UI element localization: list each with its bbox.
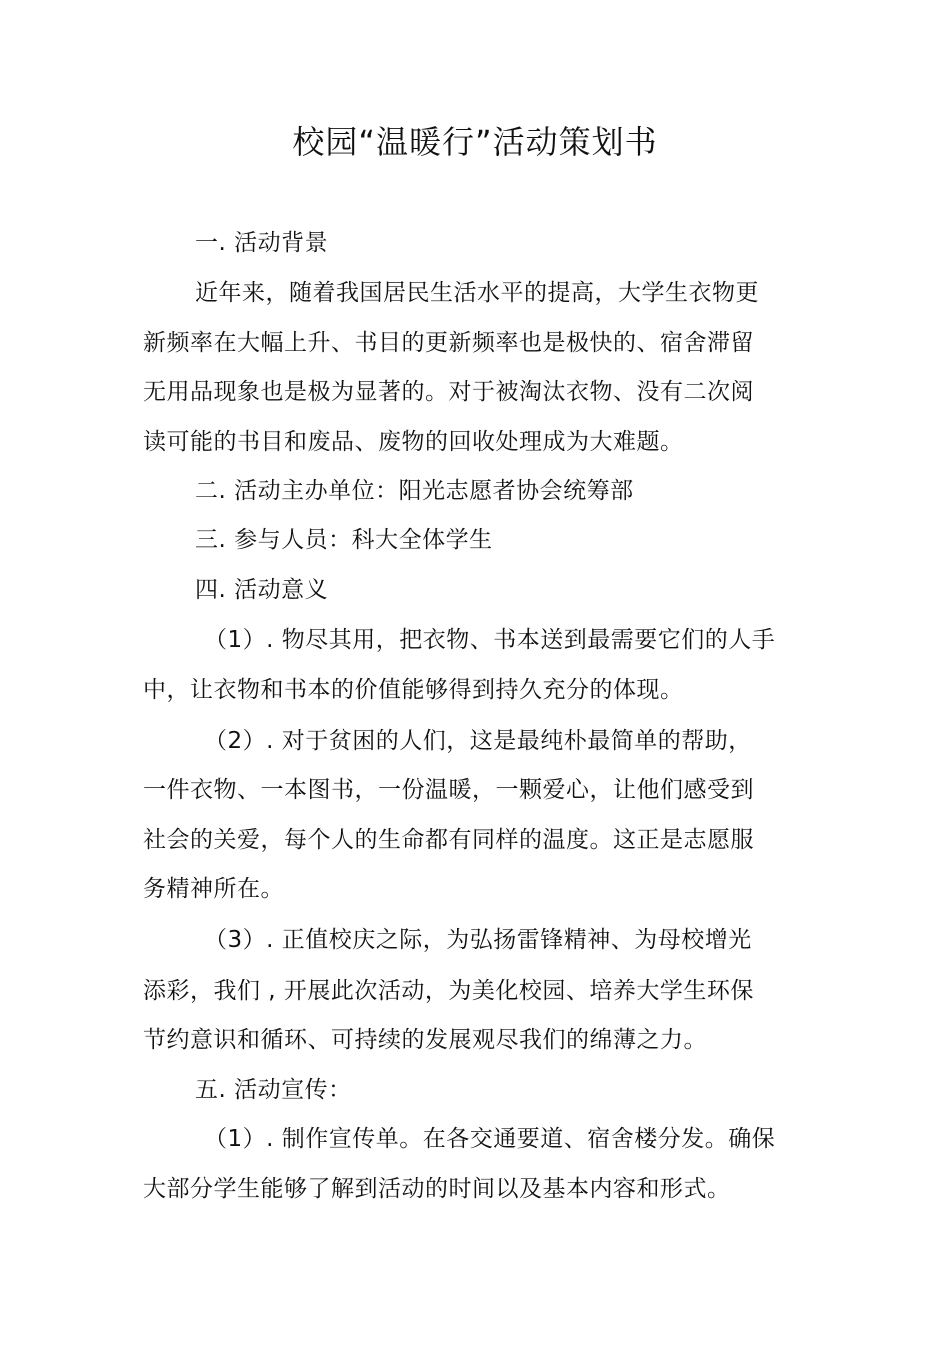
paragraph-line: 读可能的书目和废品、废物的回收处理成为大难题。 — [143, 429, 684, 455]
paragraph-line: （1）. 物尽其用，把衣物、书本送到最需要它们的人手 — [204, 627, 776, 653]
paragraph-line: 添彩，我们 , 开展此次活动，为美化校园、培养大学生环保 — [143, 978, 754, 1004]
paragraph-line: 节约意识和循环、可持续的发展观尽我们的绵薄之力。 — [143, 1027, 707, 1053]
paragraph-line: 中，让衣物和书本的价值能够得到持久充分的体现。 — [143, 677, 684, 703]
section-heading-significance: 四. 活动意义 — [195, 577, 329, 603]
paragraph-line: 新频率在大幅上升、书目的更新频率也是极快的、宿舍滞留 — [143, 330, 754, 356]
paragraph-line: 大部分学生能够了解到活动的时间以及基本内容和形式。 — [143, 1176, 731, 1202]
section-heading-publicity: 五. 活动宣传： — [195, 1077, 352, 1103]
paragraph-line: 无用品现象也是极为显著的。对于被淘汰衣物、没有二次阅 — [143, 379, 754, 405]
paragraph-line: （2）. 对于贫困的人们，这是最纯朴最简单的帮助， — [204, 728, 752, 754]
paragraph-line: 务精神所在。 — [143, 876, 284, 902]
paragraph-line: 近年来，随着我国居民生活水平的提高，大学生衣物更 — [195, 280, 759, 306]
paragraph-line: 一件衣物、一本图书，一份温暖，一颗爱心，让他们感受到 — [143, 777, 754, 803]
section-heading-organizer: 二. 活动主办单位：阳光志愿者协会统筹部 — [195, 478, 634, 504]
paragraph-line: 社会的关爱，每个人的生命都有同样的温度。这正是志愿服 — [143, 827, 754, 853]
document-title: 校园“温暖行”活动策划书 — [292, 123, 658, 161]
paragraph-line: （3）. 正值校庆之际，为弘扬雷锋精神、为母校增光 — [204, 927, 752, 953]
section-heading-background: 一. 活动背景 — [195, 230, 329, 256]
section-heading-participants: 三. 参与人员：科大全体学生 — [195, 527, 493, 553]
paragraph-line: （1）. 制作宣传单。在各交通要道、宿舍楼分发。确保 — [204, 1126, 776, 1152]
